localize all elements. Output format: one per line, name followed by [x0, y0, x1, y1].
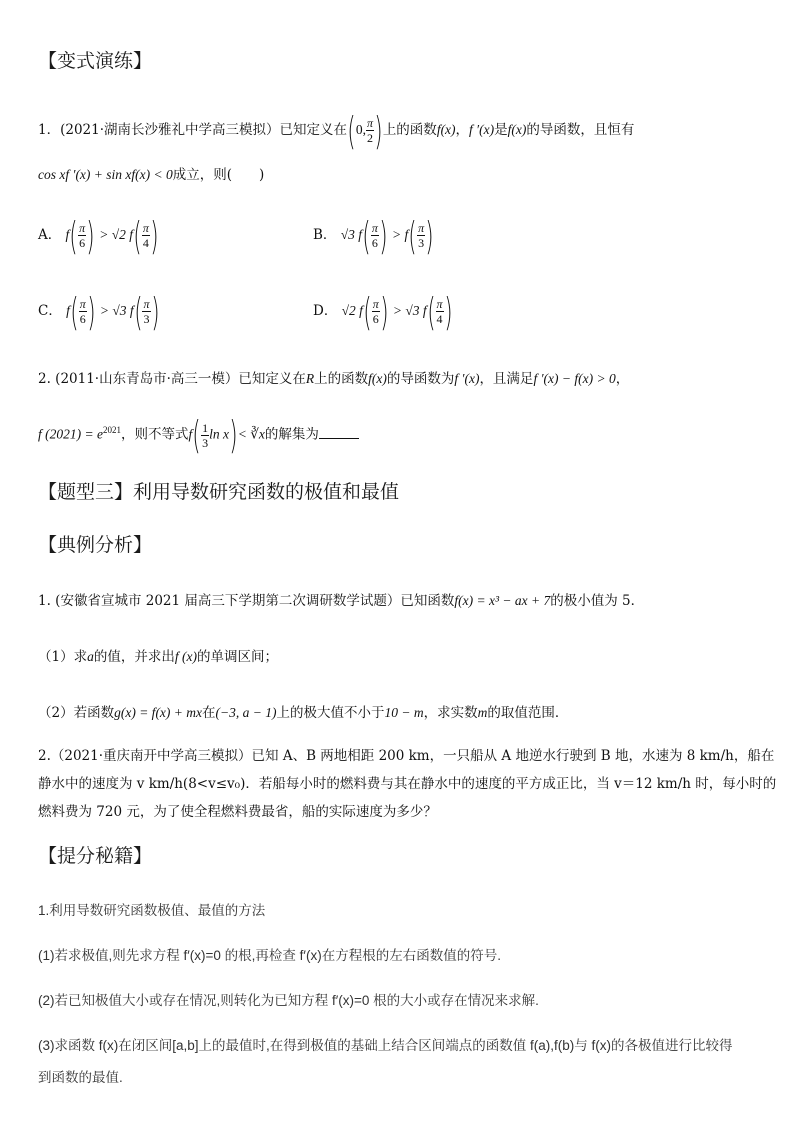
v1-fx: f(x): [436, 122, 456, 137]
tip-line: (3)求函数 f(x)在闭区间[a,b]上的最值时,在得到极值的基础上结合区间端点的函数值 f(a),f(b)与 f(x)的各极值进行比较得: [38, 1038, 733, 1053]
v2-condition: f ′(x) − f(x) > 0: [533, 371, 616, 386]
option-a-label: A．: [38, 227, 62, 243]
e1-p2-m: m: [477, 705, 488, 720]
v2-lt: < ∛x: [237, 426, 265, 442]
e1-p2-e: 的取值范围．: [487, 705, 569, 721]
option-a: [38, 212, 159, 258]
option-a-f: f: [65, 227, 70, 242]
e1-p1-c: 的单调区间；: [196, 649, 278, 665]
option-b-pre: √3 f: [340, 227, 363, 242]
frac-num: 1: [202, 420, 209, 435]
v2-exponent: 2021: [102, 425, 121, 435]
e1-p2-c: 上的极大值不小于: [276, 705, 385, 721]
v2-R: R: [305, 371, 315, 386]
tip-line: (2)若已知极值大小或存在情况,则转化为已知方程 f′(x)=0 根的大小或存在情况来求解.: [38, 993, 539, 1008]
option-c-label: C．: [38, 303, 62, 319]
e1-p1-a: （1）求: [38, 649, 88, 665]
option-d-frac-1: [372, 297, 380, 326]
v2-comma: ，: [615, 371, 630, 387]
v2-mid3: ，且满足: [479, 371, 534, 387]
frac-den: 3: [202, 435, 209, 450]
option-d-pre: √2 f: [341, 303, 363, 318]
frac-den: 3: [418, 236, 425, 250]
v1-mid1: 上的函数: [382, 122, 437, 138]
e1-p2-g: g(x) = f(x) + mx: [114, 705, 203, 720]
e1-p1-f: f (x): [174, 649, 197, 664]
answer-blank: [319, 437, 359, 439]
paren-right: ): [87, 289, 96, 334]
v2-f: f: [188, 426, 193, 442]
variant-question-2-line-2: [38, 408, 359, 457]
v2-mid1: 上的函数: [314, 371, 369, 387]
v1-fx2: f(x): [507, 122, 527, 137]
frac-den: 6: [372, 312, 379, 326]
variant-question-1-line-2: [38, 163, 264, 183]
frac-num: π: [418, 221, 425, 235]
v2-mid: ，则不等式: [120, 426, 189, 443]
option-d-label: D．: [313, 303, 338, 319]
e1-p2-d: ，求实数: [423, 705, 478, 721]
v2-fpx: f ′(x): [454, 371, 480, 386]
v1-mid4: 的导函数，且恒有: [526, 122, 635, 138]
frac-den: 4: [142, 236, 149, 250]
v1-fpx: f ′(x): [469, 122, 495, 137]
paren-left: (: [427, 289, 436, 334]
paren-right: ): [443, 289, 453, 334]
option-b-label: B．: [313, 227, 337, 243]
v2-tail: 的解集为: [264, 426, 319, 443]
tip-line: 到函数的最值.: [38, 1070, 123, 1085]
e1-p1-b: 的值，并求出: [93, 649, 175, 665]
e1-p2-value: 10 − m: [384, 705, 424, 720]
variant-question-1-line-1: [38, 108, 635, 153]
option-a-frac-1: [78, 221, 86, 250]
option-d: [313, 288, 452, 334]
section-heading-tips: 【提分秘籍】: [38, 845, 153, 867]
option-b-frac-2: [417, 221, 425, 250]
frac-num: π: [142, 221, 149, 235]
v1-frac-den: 2: [366, 131, 373, 145]
option-a-frac-2: [142, 221, 150, 250]
e1-prefix: 1. (安徽省宣城市 2021 届高三下学期第二次调研数学试题）已知函数: [38, 593, 455, 609]
frac-num: π: [371, 221, 378, 235]
e1-p2-b: 在: [202, 705, 216, 721]
frac-den: 4: [436, 312, 443, 326]
paren-left: (: [69, 213, 78, 258]
option-c-pre: f: [66, 303, 70, 318]
paren-right: ): [425, 213, 434, 258]
paren-right: ): [229, 413, 238, 457]
v1-mid2: ，: [455, 122, 470, 138]
v1-prefix: 1．(2021·湖南长沙雅礼中学高三模拟）已知定义在: [38, 122, 348, 138]
paren-right: ): [150, 213, 159, 258]
example-question-1: [38, 589, 644, 609]
paren-left: (: [133, 289, 143, 334]
e1-p2-interval: (−3, a − 1): [215, 705, 277, 720]
e1-tail: 的极小值为 5．: [550, 593, 645, 609]
section-heading-example: 【典例分析】: [38, 534, 153, 556]
v2-frac-1-3: [201, 421, 209, 450]
paren-left: (: [192, 413, 201, 457]
v2-mid2: 的导函数为: [386, 371, 455, 387]
frac-den: 6: [371, 236, 378, 250]
v2-fx: f(x): [368, 371, 387, 386]
paren-left: (: [362, 213, 371, 258]
v2-equation: f (2021) = e: [38, 426, 103, 442]
option-b-rel: > f: [391, 227, 409, 242]
option-b: [313, 212, 434, 258]
tip-line: 1.利用导数研究函数极值、最值的方法: [38, 903, 266, 918]
paren-right: ): [86, 213, 95, 258]
v1-mid3: 是: [494, 122, 508, 138]
v2-ln: ln x: [209, 426, 229, 442]
paren-right: ): [379, 213, 388, 258]
section-heading-variant: 【变式演练】: [38, 50, 153, 72]
option-c-rel: > √3 f: [99, 303, 134, 318]
variant-question-2-line-1: [38, 367, 629, 387]
frac-den: 3: [143, 312, 150, 326]
example-question-1-part-2: [38, 701, 568, 721]
option-c: [38, 288, 159, 334]
frac-num: π: [79, 297, 86, 311]
frac-num: π: [143, 297, 150, 311]
paren-left: (: [70, 289, 79, 334]
frac-den: 6: [79, 236, 86, 250]
frac-num: π: [372, 297, 379, 311]
paren-left: (: [347, 108, 356, 153]
option-c-frac-2: [142, 297, 150, 326]
paren-left: (: [363, 289, 372, 334]
paren-left: (: [133, 213, 142, 258]
frac-num: π: [436, 297, 443, 311]
frac-den: 6: [79, 312, 86, 326]
example-question-2-line-3: 燃料费为 720 元，为了使全程燃料费最省，船的实际速度为多少？: [38, 804, 437, 820]
v1-tail: 成立，则( ): [172, 167, 265, 183]
tip-line: (1)若求极值,则先求方程 f′(x)=0 的根,再检查 f′(x)在方程根的左右函数值的符号.: [38, 948, 501, 963]
option-c-frac-1: [79, 297, 87, 326]
option-b-frac-1: [371, 221, 379, 250]
e1-function: f(x) = x³ − ax + 7: [454, 593, 551, 608]
paren-left: (: [408, 213, 417, 258]
v1-frac-num: π: [366, 116, 373, 130]
e1-p2-a: （2）若函数: [38, 705, 115, 721]
section-heading-type3: 【题型三】利用导数研究函数的极值和最值: [38, 481, 400, 503]
example-question-2-line-2: 静水中的速度为 v km/h(8<v≤v₀)．若船每小时的燃料费与其在静水中的速度的平方成正比，当 v＝12 km/h 时，每小时的: [38, 776, 777, 792]
v1-inequality: cos xf ′(x) + sin xf(x) < 0: [38, 167, 173, 182]
frac-num: π: [79, 221, 86, 235]
v1-interval-left: 0,: [355, 122, 366, 137]
paren-right: ): [374, 108, 383, 153]
option-a-rel: > √2 f: [99, 227, 134, 242]
e1-p1-var: a: [87, 649, 94, 664]
paren-right: ): [380, 289, 389, 334]
v1-pi-over-2: [366, 116, 374, 145]
option-d-rel: > √3 f: [392, 303, 427, 318]
option-d-frac-2: [436, 297, 444, 326]
paren-right: ): [150, 289, 159, 334]
example-question-2-line-1: 2.（2021·重庆南开中学高三模拟）已知 A、B 两地相距 200 km，一只船从 A 地逆水行驶到 B 地，水速为 8 km/h，船在: [38, 748, 775, 764]
example-question-1-part-1: [38, 645, 278, 665]
v2-prefix: 2. (2011·山东青岛市·高三一模）已知定义在: [38, 371, 306, 387]
